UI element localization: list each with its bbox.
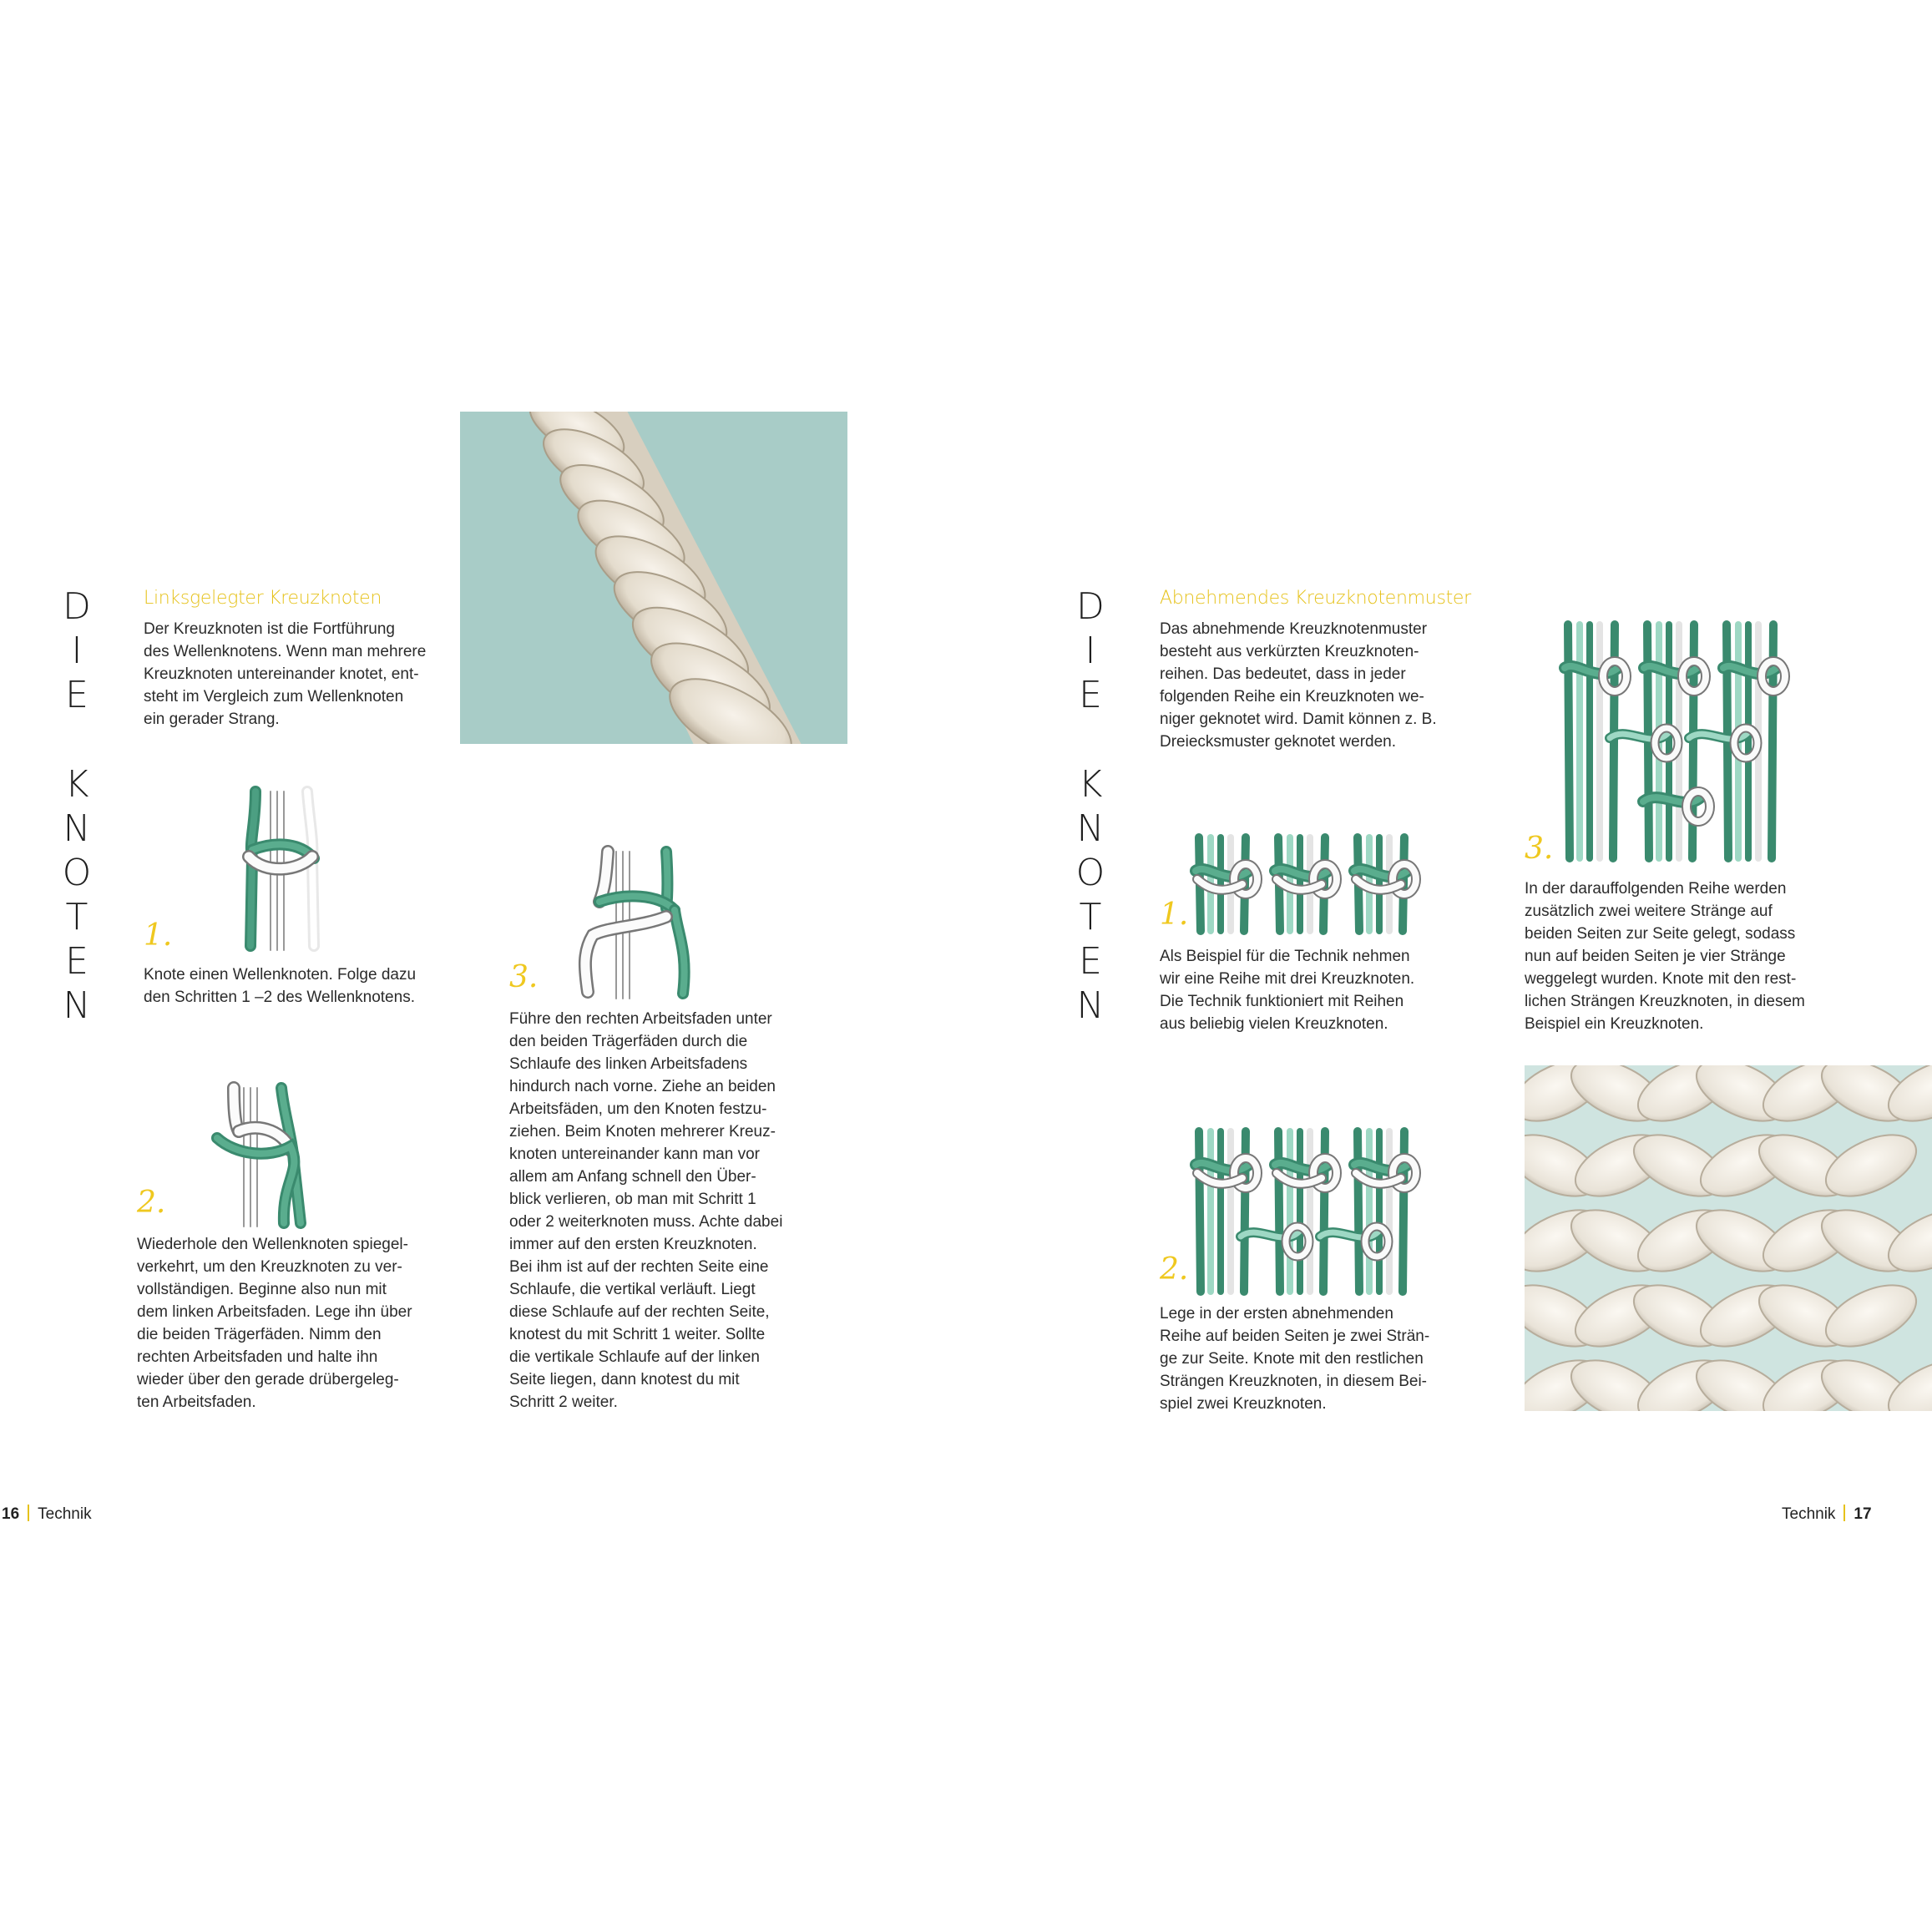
illustration-step3-right (1560, 625, 1790, 858)
page-folio-left (2, 1505, 92, 1524)
side-title-letter: T (1079, 896, 1102, 938)
illustration-step3-left (574, 852, 700, 999)
side-title-letter: K (64, 763, 89, 806)
side-title-letter: I (1085, 630, 1096, 672)
step1-text-right: Als Beispiel für die Technik nehmen wir eine Reihe mit drei Kreuzknoten. Die Technik funktioniert mit Reihen aus beliebig vielen Kreuzknoten. (1160, 948, 1415, 1033)
side-title-letter: N (63, 807, 91, 850)
side-title-letter: D (1076, 585, 1105, 628)
side-title-letter: I (71, 630, 83, 672)
page-number: 16 (2, 1505, 20, 1523)
side-title-letter: O (62, 852, 92, 894)
step-number-3-left: 3. (509, 960, 539, 994)
folio-divider (1843, 1505, 1845, 1521)
folio-section: Technik (38, 1505, 92, 1523)
step3-text-left: Führe den rechten Arbeitsfaden unter den beiden Trägerfäden durch die Schlaufe des linken Arbeitsfadens hindurch nach vorne. Ziehe an beiden Arbeitsfäden, um den Knoten festzu- ziehen. Beim Knoten mehrerer Kreuz- knoten untereinander kann man vor allem am Anfang schnell den Über- blick verlieren, ob man mit Schritt 1 oder 2 weiterknoten muss. Achte dabei immer auf den ersten Kreuzknoten. Bei ihm ist auf der rechten Seite eine Schlaufe, die vertikal verläuft. Liegt diese Schlaufe auf der rechten Seite, knotest du mit Schritt 1 weiter. Sollte die vertikale Schlaufe auf der linken Seite liegen, dann knotest du mit Schritt 2 weiter. (509, 1010, 783, 1411)
side-title-letter: E (65, 940, 89, 983)
illustration-step2-left (210, 1088, 319, 1226)
side-title-letter: D (63, 585, 91, 628)
photo-braided-cord (460, 412, 847, 744)
side-title-letter: E (1079, 674, 1102, 716)
illustration-step2-right (1191, 1131, 1421, 1292)
side-title-letter: K (1078, 763, 1103, 806)
step2-text-left: Wiederhole den Wellenknoten spiegel- verkehrt, um den Kreuzknoten zu ver- vollständigen. Beginne also nun mit dem linken Arbeitsfaden. Lege ihn über die beiden Trägerfäden. Nimm den rechten Arbeitsfaden und halte ihn wieder über den gerade drübergeleg- ten Arbeitsfaden. (137, 1236, 412, 1411)
photo-knot-pattern (1525, 1065, 1932, 1411)
side-title-letter: N (1076, 984, 1105, 1027)
step2-text-right: Lege in der ersten abnehmenden Reihe auf beiden Seiten je zwei Strän- ge zur Seite. Knote mit den restlichen Strängen Kreuzknoten, in diesem Bei- spiel zwei Kreuzknoten. (1160, 1305, 1430, 1413)
page-number: 17 (1854, 1505, 1872, 1523)
illustration-step1-left (232, 792, 332, 952)
intro-text-left: Der Kreuzknoten ist die Fortführung des Wellenknotens. Wenn man mehrere Kreuzknoten untereinander knotet, ent- steht im Vergleich zum Wellenknoten ein gerader Strang. (144, 620, 427, 728)
side-title-letter: N (1076, 807, 1105, 850)
folio-section: Technik (1782, 1505, 1836, 1523)
side-title-left (52, 584, 102, 1028)
section-heading-right: Abnehmendes Kreuzknotenmuster (1160, 588, 1471, 609)
folio-divider (28, 1505, 29, 1521)
side-title-right (1065, 584, 1115, 1028)
step-number-2-left: 2. (137, 1186, 166, 1220)
illustration-step1-right (1191, 837, 1421, 931)
step3-text-right: In der darauffolgenden Reihe werden zusätzlich zwei weitere Stränge auf beiden Seiten zur Seite gelegt, sodass nun auf beiden Seiten je vier Stränge weggelegt wurden. Knote mit den rest- lichen Strängen Kreuzknoten, in diesem Beispiel ein Kreuzknoten. (1525, 880, 1805, 1033)
section-heading-left: Linksgelegter Kreuzknoten (144, 588, 382, 609)
step1-text-left: Knote einen Wellenknoten. Folge dazu den Schritten 1 –2 des Wellenknotens. (144, 966, 417, 1006)
side-title-letter: T (65, 896, 89, 938)
side-title-letter: N (63, 984, 91, 1027)
step-number-3-right: 3. (1525, 832, 1554, 866)
step-number-1-right: 1. (1160, 898, 1189, 932)
step-number-1-left: 1. (144, 918, 173, 953)
side-title-letter: E (65, 674, 89, 716)
side-title-letter: O (1075, 852, 1105, 894)
intro-text-right: Das abnehmende Kreuzknotenmuster besteht aus verkürzten Kreuzknoten- reihen. Das bedeutet, dass in jeder folgenden Reihe ein Kreuzknoten we- niger geknotet wird. Damit können z. B. Dreiecksmuster geknotet werden. (1160, 620, 1437, 751)
step-number-2-right: 2. (1160, 1252, 1189, 1287)
side-title-letter: E (1079, 940, 1102, 983)
page-folio-right (1782, 1505, 1872, 1524)
